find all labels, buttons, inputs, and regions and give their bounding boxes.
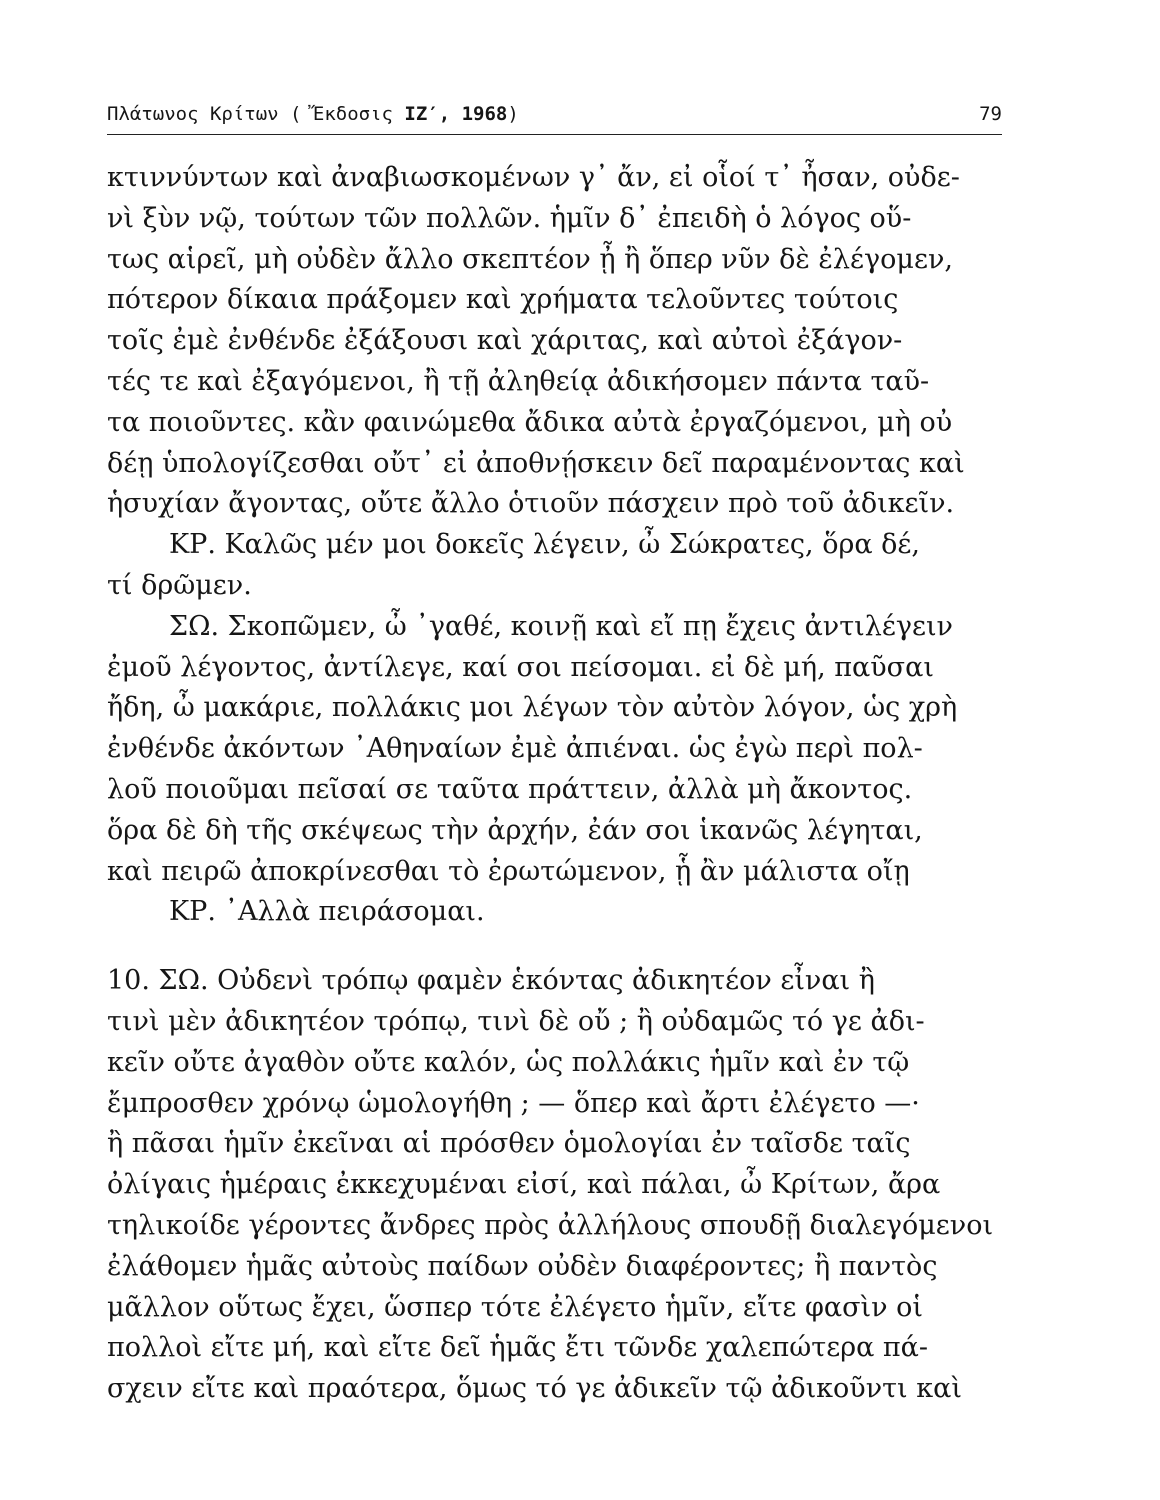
text-line: ἤδη, ὦ μακάριε, πολλάκις μοι λέγων τὸν αὐτὸν λόγον, ὡς χρὴ — [107, 692, 958, 724]
text-line: τί δρῶμεν. — [107, 569, 252, 601]
text-line: καὶ πειρῶ ἀποκρίνεσθαι τὸ ἐρωτώμενον, ᾗ ἂν μάλιστα οἴῃ — [107, 855, 910, 887]
text-line: κτιννύντων καὶ ἀναβιωσκομένων γ᾽ ἄν, εἰ οἷοί τ᾽ ἦσαν, οὐδε- — [107, 162, 960, 193]
text-line: νὶ ξὺν νῷ, τούτων τῶν πολλῶν. ἡμῖν δ᾽ ἐπειδὴ ὁ λόγος οὕ- — [107, 202, 912, 234]
text-line: σχειν εἴτε καὶ πραότερα, ὅμως τό γε ἀδικεῖν τῷ ἀδικοῦντι καὶ — [107, 1373, 962, 1405]
section-10-start: 10. ΣΩ. Οὐδενὶ τρόπῳ φαμὲν ἑκόντας ἀδικητέον εἶναι ἢ — [107, 965, 875, 997]
running-header — [107, 97, 1002, 131]
text-line: δέῃ ὑπολογίζεσθαι οὔτ᾽ εἰ ἀποθνῄσκειν δεῖ παραμένοντας καὶ — [107, 447, 965, 479]
text-line: ἐνθένδε ἀκόντων ᾽Αθηναίων ἐμὲ ἀπιέναι. ὡς ἐγὼ περὶ πολ- — [107, 733, 923, 765]
text-line: ἐμοῦ λέγοντος, ἀντίλεγε, καί σοι πείσομαι. εἰ δὲ μή, παῦσαι — [107, 651, 934, 683]
speaker-line-kr: ΚΡ. Καλῶς μέν μοι δοκεῖς λέγειν, ὦ Σώκρατες, ὅρα δέ, — [169, 529, 920, 561]
text-line: τινὶ μὲν ἀδικητέον τρόπῳ, τινὶ δὲ οὔ ; ἢ οὐδαμῶς τό γε ἀδι- — [107, 1005, 925, 1037]
running-title-suffix: ) — [507, 103, 519, 125]
speaker-line-kr: ΚΡ. ᾽Αλλὰ πειράσομαι. — [169, 896, 485, 928]
text-line: τα ποιοῦντες. κἂν φαινώμεθα ἄδικα αὐτὰ ἐργαζόμενοι, μὴ οὐ — [107, 406, 953, 438]
header-rule — [107, 134, 1002, 135]
text-line: τως αἱρεῖ, μὴ οὐδὲν ἄλλο σκεπτέον ᾖ ἢ ὅπερ νῦν δὲ ἐλέγομεν, — [107, 243, 953, 275]
running-title — [107, 97, 519, 131]
text-line: μᾶλλον οὕτως ἔχει, ὥσπερ τότε ἐλέγετο ἡμῖν, εἴτε φασὶν οἱ — [107, 1291, 923, 1323]
running-title-prefix: Πλάτωνος Κρίτων ( Ἔκδοσις — [107, 103, 405, 125]
page-number: 79 — [979, 103, 1002, 125]
text-line: ὅρα δὲ δὴ τῆς σκέψεως τὴν ἀρχήν, ἐάν σοι ἱκανῶς λέγηται, — [107, 814, 923, 846]
speaker-line-so: ΣΩ. Σκοπῶμεν, ὦ ᾽γαθέ, κοινῇ καὶ εἴ πῃ ἔχεις ἀντιλέγειν — [169, 610, 953, 642]
text-line: τοῖς ἐμὲ ἐνθένδε ἐξάξουσι καὶ χάριτας, καὶ αὐτοὶ ἐξάγον- — [107, 325, 903, 357]
section-gap — [107, 933, 1012, 961]
text-line: πολλοὶ εἴτε μή, καὶ εἴτε δεῖ ἡμᾶς ἔτι τῶνδε χαλεπώτερα πά- — [107, 1332, 929, 1364]
body-text — [107, 158, 1012, 1410]
text-line: ὀλίγαις ἡμέραις ἐκκεχυμέναι εἰσί, καὶ πάλαι, ὦ Κρίτων, ἄρα — [107, 1169, 941, 1201]
text-line: λοῦ ποιοῦμαι πεῖσαί σε ταῦτα πράττειν, ἀλλὰ μὴ ἄκοντος. — [107, 773, 913, 805]
running-title-edition: ΙΖ′, 1968 — [404, 103, 508, 125]
text-line: τηλικοίδε γέροντες ἄνδρες πρὸς ἀλλήλους σπουδῇ διαλεγόμενοι — [107, 1209, 994, 1241]
text-line: κεῖν οὔτε ἀγαθὸν οὔτε καλόν, ὡς πολλάκις ἡμῖν καὶ ἐν τῷ — [107, 1046, 910, 1078]
text-line: πότερον δίκαια πράξομεν καὶ χρήματα τελοῦντες τούτοις — [107, 284, 899, 316]
text-line: ἔμπροσθεν χρόνῳ ὡμολογήθη ; — ὅπερ καὶ ἄρτι ἐλέγετο —· — [107, 1087, 920, 1119]
text-line: ἐλάθομεν ἡμᾶς αὐτοὺς παίδων οὐδὲν διαφέροντες; ἢ παντὸς — [107, 1250, 938, 1282]
text-line: ἢ πᾶσαι ἡμῖν ἐκεῖναι αἱ πρόσθεν ὁμολογίαι ἐν ταῖσδε ταῖς — [107, 1128, 911, 1160]
text-line: τές τε καὶ ἐξαγόμενοι, ἢ τῇ ἀληθείᾳ ἀδικήσομεν πάντα ταῦ- — [107, 365, 930, 397]
text-line: ἡσυχίαν ἄγοντας, οὔτε ἄλλο ὁτιοῦν πάσχειν πρὸ τοῦ ἀδικεῖν. — [107, 488, 955, 520]
